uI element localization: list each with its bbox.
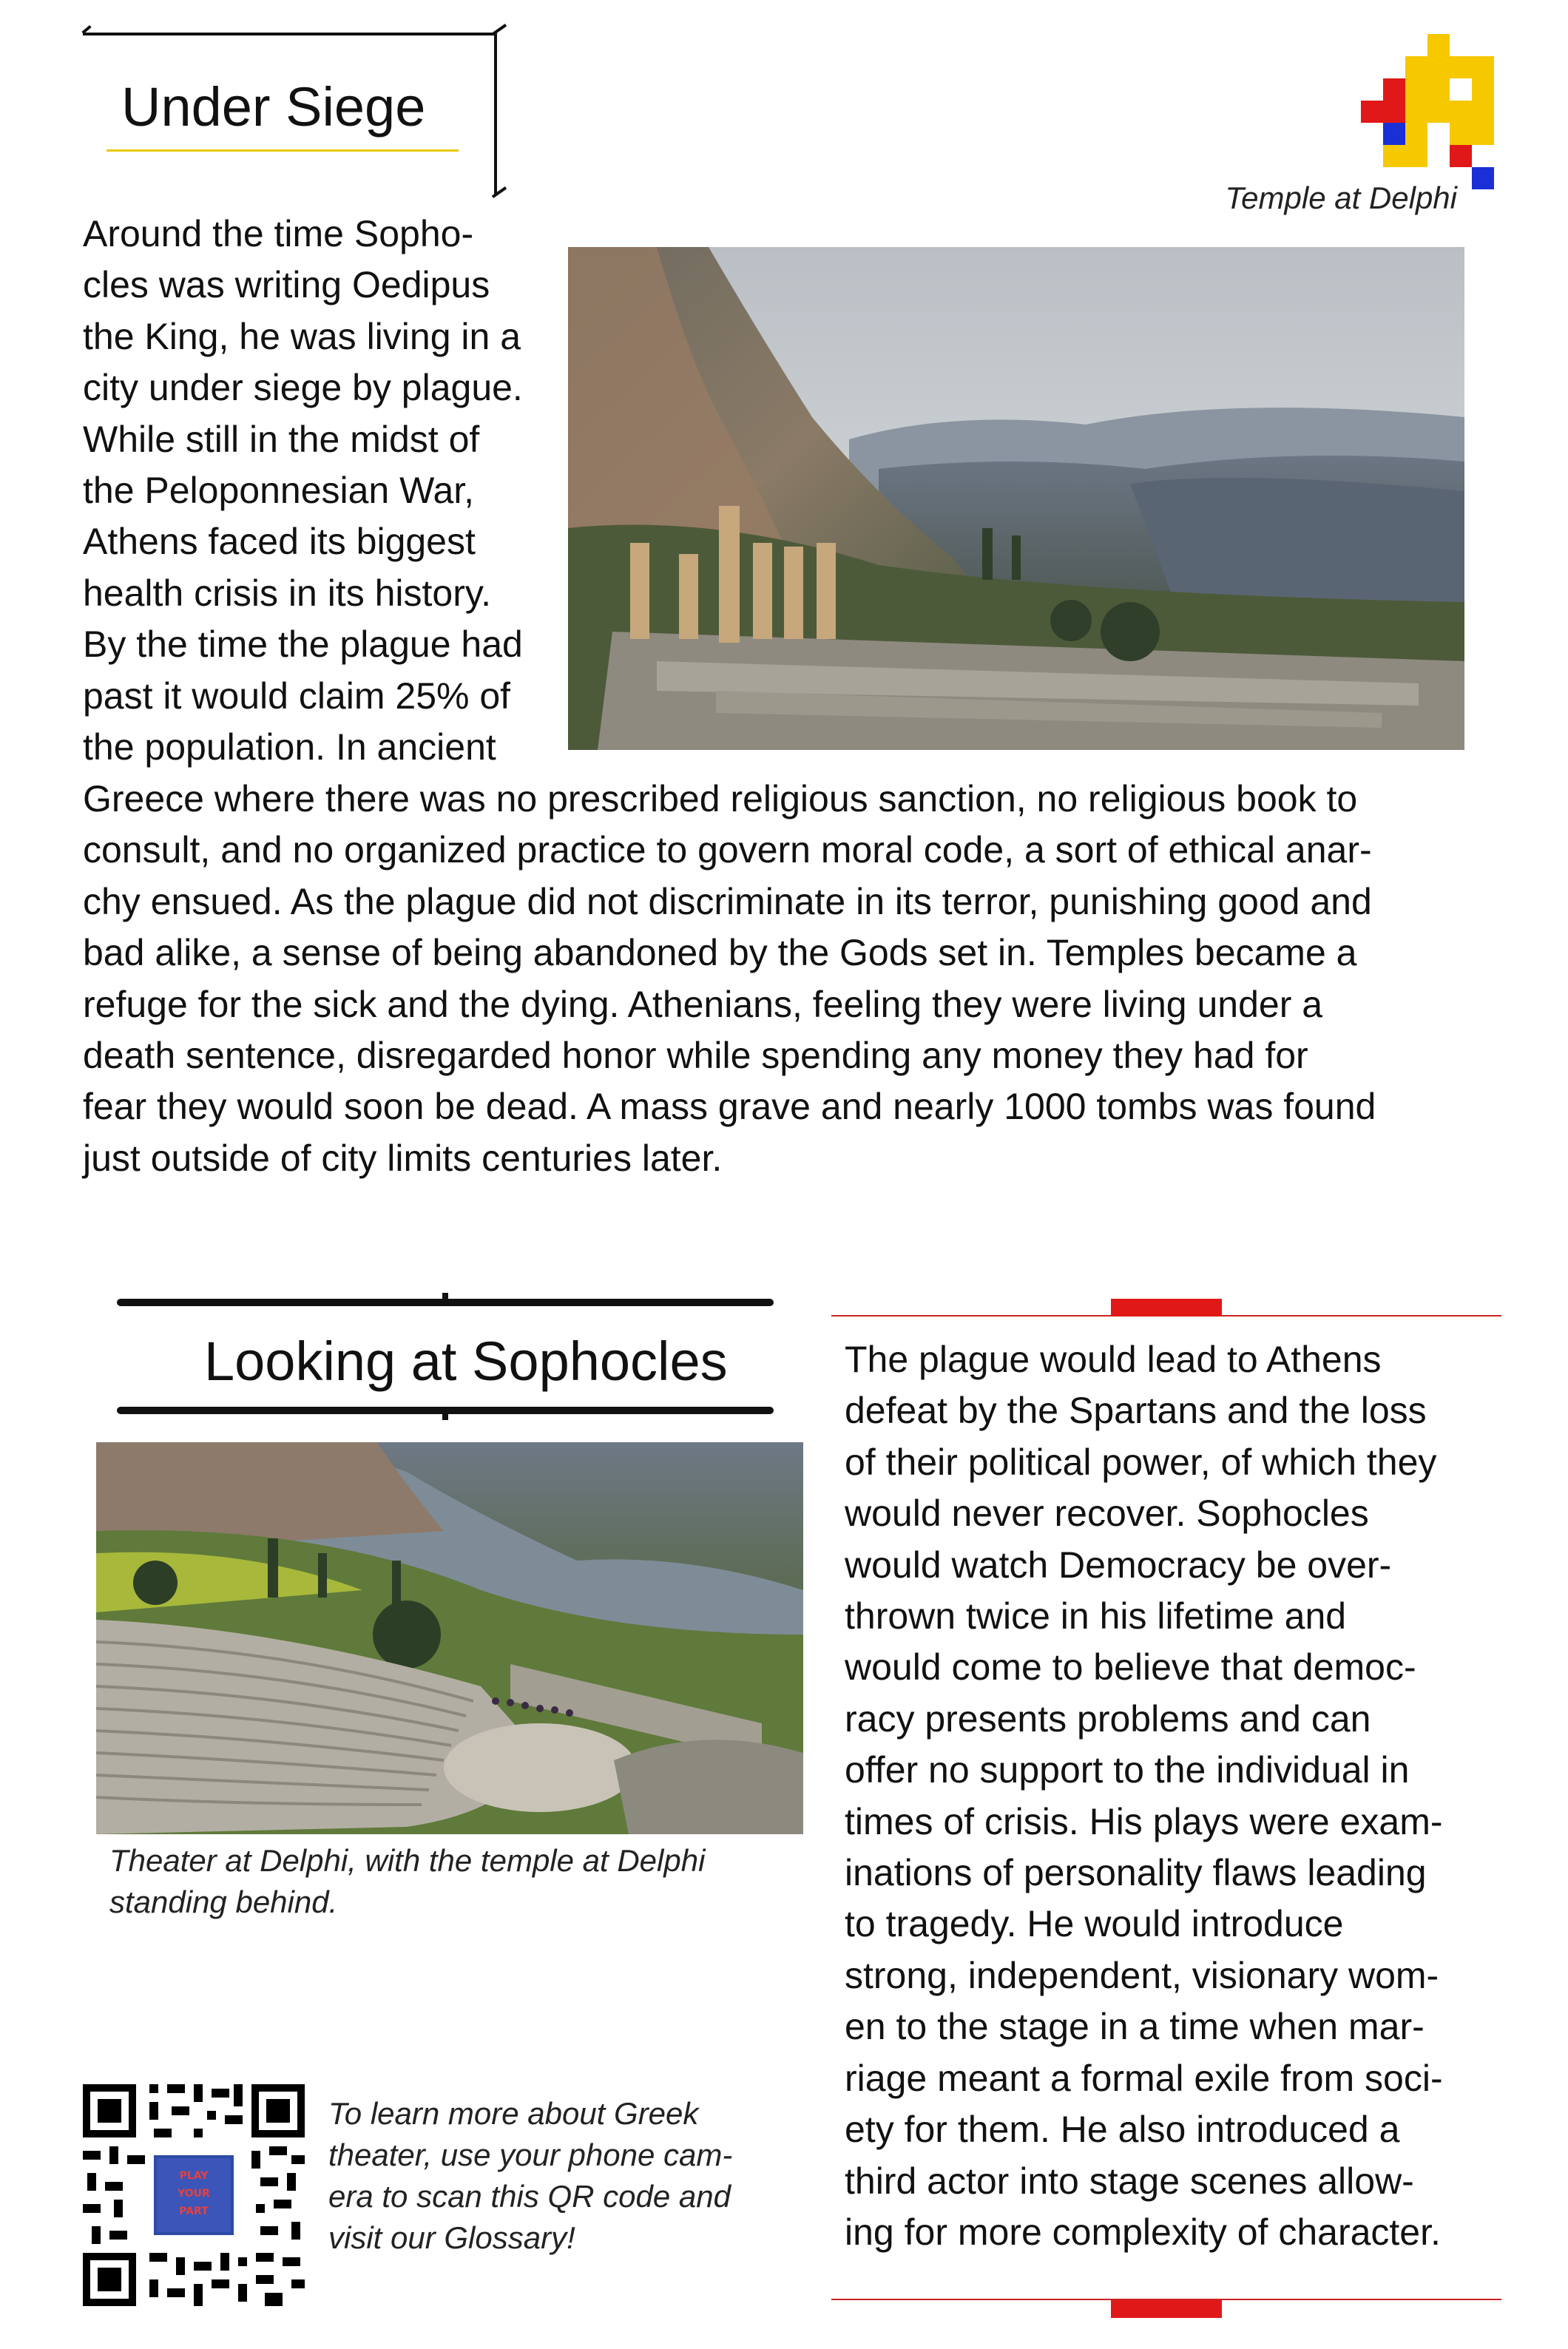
text-line: racy presents problems and can	[845, 1697, 1371, 1740]
title-bracket-top	[83, 33, 497, 36]
pixel-mosaic-icon	[1361, 34, 1501, 197]
text-line: the King, he was living in a	[83, 315, 521, 357]
qr-logo-text: PART	[179, 2206, 209, 2217]
text-line: chy ensued. As the plague did not discriminate in its terror, punishing good and	[83, 880, 1372, 922]
title-bar-top-notch	[442, 1293, 448, 1302]
qr-logo-text: PLAY	[179, 2170, 209, 2182]
qr-code-icon[interactable]	[83, 2084, 305, 2306]
qr-text-line: era to scan this QR code and	[328, 2179, 731, 2214]
section-title-under-siege: Under Siege	[121, 76, 426, 138]
qr-text-line: theater, use your phone cam-	[328, 2137, 733, 2172]
text-line: inations of personality flaws leading	[845, 1852, 1427, 1894]
text-line: strong, independent, visionary wom-	[845, 1954, 1439, 1996]
text-line: would watch Democracy be over-	[845, 1544, 1392, 1586]
title-bracket-right	[494, 33, 497, 194]
text-line: would never recover. Sophocles	[845, 1493, 1369, 1535]
photo-caption-theater	[109, 1840, 705, 1923]
text-line: consult, and no organized practice to govern moral code, a sort of ethical anar-	[83, 829, 1372, 871]
text-line: Around the time Sopho-	[83, 213, 474, 254]
text-line: bad alike, a sense of being abandoned by the Gods set in. Temples became a	[83, 932, 1357, 974]
text-line: offer no support to the individual in	[845, 1749, 1410, 1791]
text-line: third actor into stage scenes allow-	[845, 2160, 1414, 2202]
text-line: Athens faced its biggest	[83, 521, 476, 563]
qr-text-line: visit our Glossary!	[328, 2220, 575, 2255]
text-line: The plague would lead to Athens	[845, 1339, 1382, 1380]
title-underline	[107, 149, 459, 152]
text-line: Greece where there was no prescribed religious sanction, no religious book to	[83, 778, 1358, 819]
text-line: of their political power, of which they	[845, 1441, 1437, 1483]
text-line: times of crisis. His plays were exam-	[845, 1800, 1443, 1842]
theater-photo	[96, 1442, 803, 1834]
text-line: just outside of city limits centuries later.	[83, 1137, 723, 1179]
text-line: ety for them. He also introduced a	[845, 2109, 1400, 2151]
text-line: refuge for the sick and the dying. Athenians, feeling they were living under a	[83, 983, 1323, 1025]
photo-caption-temple: Temple at Delphi	[1225, 180, 1457, 215]
text-line: en to the stage in a time when mar-	[845, 2006, 1425, 2048]
qr-instructions	[328, 2093, 732, 2259]
text-line: While still in the midst of	[83, 418, 480, 460]
text-line: fear they would soon be dead. A mass grave and nearly 1000 tombs was found	[83, 1086, 1376, 1128]
text-line: By the time the plague had	[83, 623, 523, 666]
text-line: defeat by the Spartans and the loss	[845, 1390, 1427, 1432]
text-line: thrown twice in his lifetime and	[845, 1595, 1347, 1637]
caption-line: standing behind.	[109, 1885, 338, 1919]
qr-text-line: To learn more about Greek	[328, 2096, 699, 2131]
text-line: the Peloponnesian War,	[83, 470, 475, 512]
intro-paragraph-full	[83, 774, 1488, 1184]
intro-paragraph-wrap	[83, 209, 564, 773]
text-line: ing for more complexity of character.	[845, 2211, 1441, 2253]
text-line: riage meant a formal exile from soci-	[845, 2057, 1443, 2099]
text-line: death sentence, disregarded honor while spending any money they had for	[83, 1035, 1308, 1077]
text-line: to tragedy. He would introduce	[845, 1903, 1344, 1945]
column-rule-bottom-block	[1111, 2300, 1222, 2318]
sophocles-paragraph	[845, 1334, 1496, 2258]
text-line: the population. In ancient	[83, 726, 496, 768]
column-rule-top-block	[1111, 1299, 1222, 1317]
caption-line: Theater at Delphi, with the temple at Delphi	[109, 1843, 706, 1878]
text-line: health crisis in its history.	[83, 572, 492, 614]
text-line: would come to believe that democ-	[845, 1646, 1416, 1689]
section-title-looking-at-sophocles: Looking at Sophocles	[204, 1331, 728, 1392]
text-line: city under siege by plague.	[83, 367, 523, 409]
qr-logo-text: YOUR	[178, 2188, 210, 2200]
text-line: cles was writing Oedipus	[83, 264, 490, 306]
temple-photo	[568, 247, 1464, 750]
text-line: past it would claim 25% of	[83, 675, 511, 717]
title-bar-bottom-notch	[442, 1410, 448, 1420]
